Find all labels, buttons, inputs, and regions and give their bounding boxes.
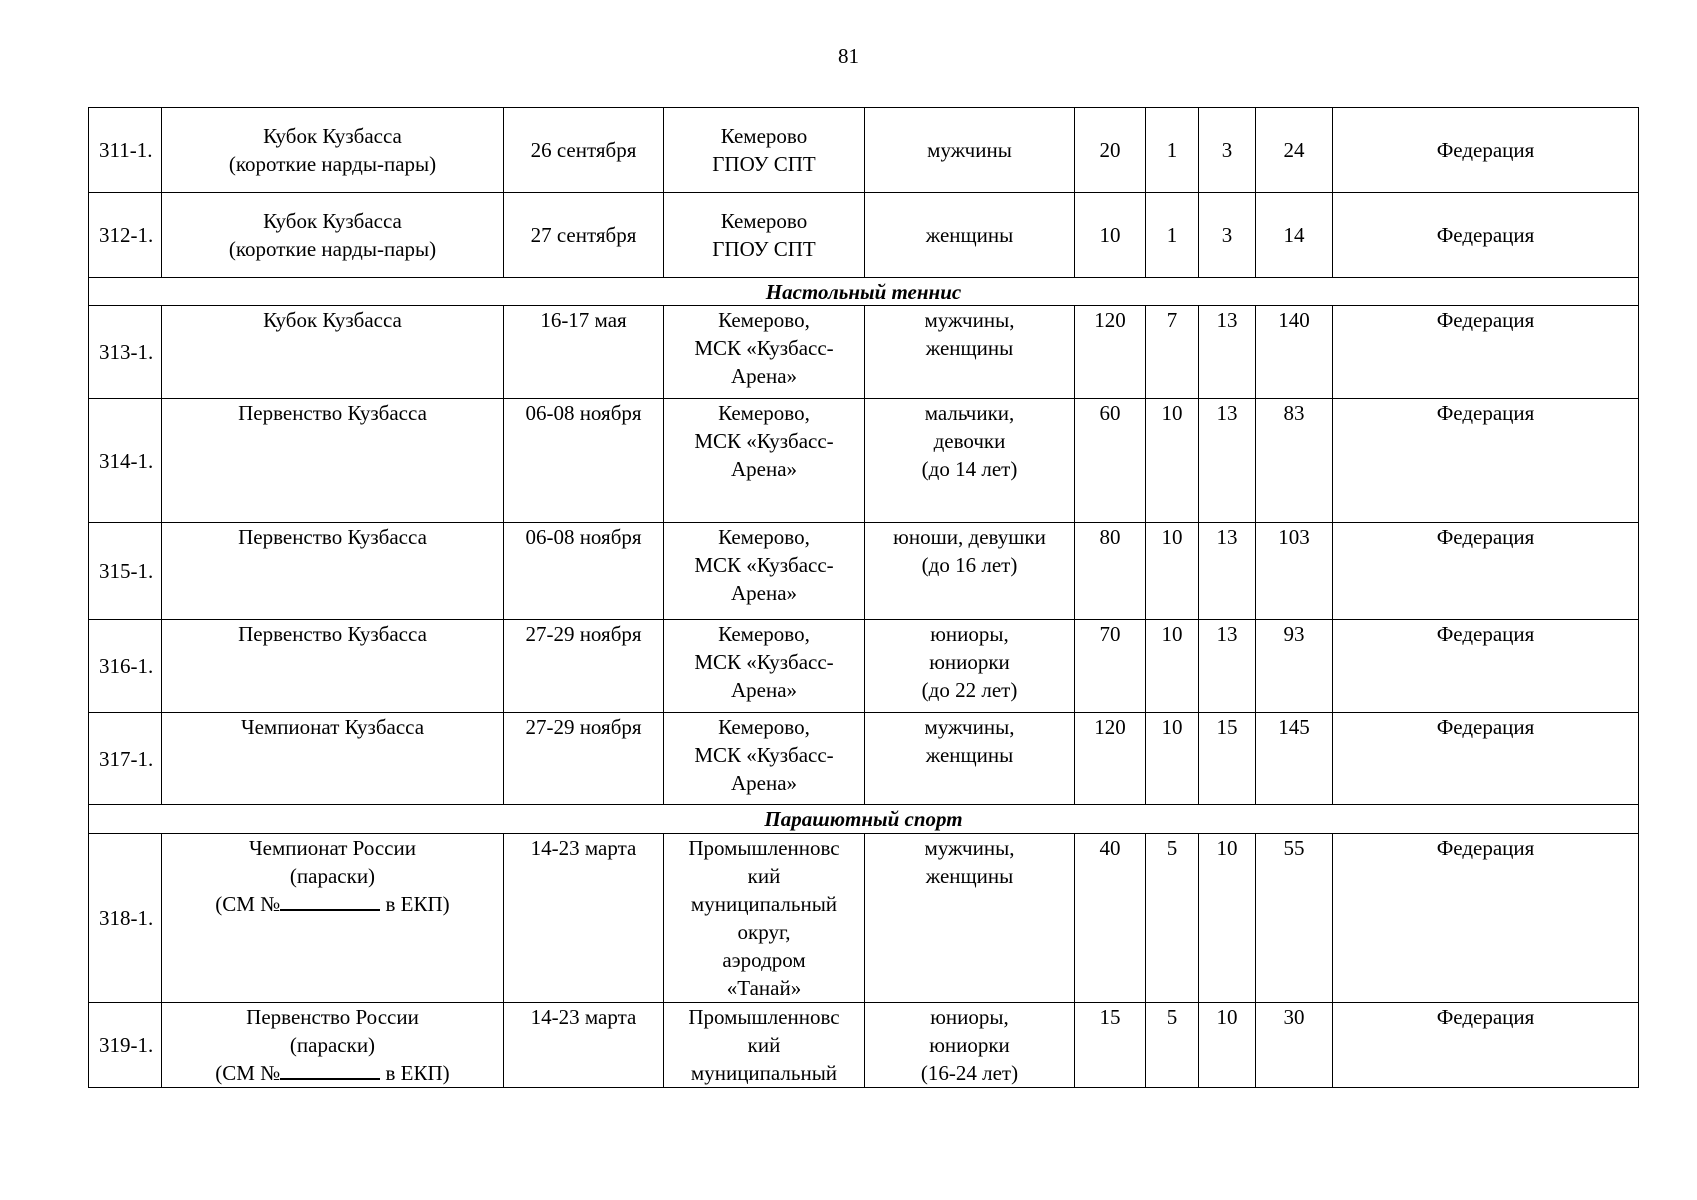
event-organizer: Федерация xyxy=(1333,713,1639,805)
event-name xyxy=(162,713,504,805)
event-name-line: Первенство Кузбасса xyxy=(238,401,427,425)
event-place-line: муниципальный xyxy=(690,892,838,916)
count-n2: 10 xyxy=(1146,713,1199,805)
section-row xyxy=(89,278,1639,306)
event-place-line: ГПОУ СПТ xyxy=(712,237,816,261)
table-row xyxy=(89,834,1639,1003)
count-n2: 1 xyxy=(1146,193,1199,278)
event-place-line: Промышленновс xyxy=(688,836,840,860)
section-title: Парашютный спорт xyxy=(89,805,1639,834)
event-place xyxy=(664,306,865,399)
event-name-line: Первенство России xyxy=(246,1005,419,1029)
event-place-line: Кемерово, xyxy=(718,622,810,646)
count-n1: 40 xyxy=(1075,834,1146,1003)
participants-line: мужчины, xyxy=(924,836,1015,860)
event-place-line: Арена» xyxy=(730,678,798,702)
event-name xyxy=(162,523,504,620)
event-date: 06-08 ноября xyxy=(504,523,664,620)
participants-line: женщины xyxy=(925,336,1014,360)
event-name-line: Кубок Кузбасса xyxy=(263,308,402,332)
count-n1: 120 xyxy=(1075,713,1146,805)
participants-line: девочки xyxy=(933,429,1006,453)
event-place xyxy=(664,834,865,1003)
participants-line: юниорки xyxy=(929,650,1010,674)
count-total: 55 xyxy=(1256,834,1333,1003)
event-participants xyxy=(865,834,1075,1003)
table-row xyxy=(89,399,1639,523)
event-organizer: Федерация xyxy=(1333,193,1639,278)
event-name-line: (СМ № в ЕКП) xyxy=(215,892,450,916)
event-organizer: Федерация xyxy=(1333,620,1639,713)
page-number: 81 xyxy=(838,44,859,68)
count-n1: 20 xyxy=(1075,108,1146,193)
count-n1: 80 xyxy=(1075,523,1146,620)
participants-line: мужчины xyxy=(927,138,1012,162)
count-n2: 7 xyxy=(1146,306,1199,399)
participants-line: юниоры, xyxy=(930,1005,1009,1029)
event-date: 26 сентября xyxy=(504,108,664,193)
event-date: 27-29 ноября xyxy=(504,713,664,805)
event-name-line: (СМ № в ЕКП) xyxy=(215,1061,450,1085)
event-name xyxy=(162,193,504,278)
event-name xyxy=(162,1003,504,1088)
count-total: 145 xyxy=(1256,713,1333,805)
count-n2: 10 xyxy=(1146,620,1199,713)
count-total: 103 xyxy=(1256,523,1333,620)
event-date: 16-17 мая xyxy=(504,306,664,399)
table-row xyxy=(89,108,1639,193)
event-organizer: Федерация xyxy=(1333,108,1639,193)
participants-line: юноши, девушки xyxy=(893,525,1046,549)
event-place xyxy=(664,1003,865,1088)
event-name xyxy=(162,834,504,1003)
table-row xyxy=(89,713,1639,805)
blank-underline xyxy=(280,1060,380,1080)
count-total: 93 xyxy=(1256,620,1333,713)
event-number: 315-1. xyxy=(89,523,162,620)
event-place-line: «Танай» xyxy=(726,976,802,1000)
participants-line: мальчики, xyxy=(924,401,1015,425)
count-n1: 120 xyxy=(1075,306,1146,399)
event-name-line: Первенство Кузбасса xyxy=(238,622,427,646)
event-date: 27-29 ноября xyxy=(504,620,664,713)
event-place-line: МСК «Кузбасс- xyxy=(694,553,834,577)
count-n3: 10 xyxy=(1199,834,1256,1003)
count-total: 30 xyxy=(1256,1003,1333,1088)
event-place-line: Кемерово, xyxy=(718,525,810,549)
event-place-line: муниципальный xyxy=(690,1061,838,1085)
event-date: 14-23 марта xyxy=(504,1003,664,1088)
participants-line: (до 16 лет) xyxy=(921,553,1018,577)
count-n2: 10 xyxy=(1146,523,1199,620)
table-row xyxy=(89,620,1639,713)
count-n3: 3 xyxy=(1199,193,1256,278)
event-place-line: МСК «Кузбасс- xyxy=(694,336,834,360)
event-name-line: Первенство Кузбасса xyxy=(238,525,427,549)
participants-line: женщины xyxy=(925,864,1014,888)
event-place xyxy=(664,523,865,620)
table-row xyxy=(89,193,1639,278)
event-place-line: Кемерово, xyxy=(718,308,810,332)
event-place-line: Кемерово xyxy=(720,124,808,148)
count-n1: 60 xyxy=(1075,399,1146,523)
event-place-line: Арена» xyxy=(730,581,798,605)
event-place xyxy=(664,620,865,713)
count-n3: 13 xyxy=(1199,399,1256,523)
event-participants xyxy=(865,306,1075,399)
event-number: 311-1. xyxy=(89,108,162,193)
participants-line: юниоры, xyxy=(930,622,1009,646)
event-name-line: (параски) xyxy=(289,864,376,888)
event-name-line: Кубок Кузбасса xyxy=(263,124,402,148)
event-place-line: Кемерово, xyxy=(718,715,810,739)
event-place-line: округ, xyxy=(737,920,791,944)
blank-underline xyxy=(280,891,380,911)
events-table xyxy=(88,107,1639,1088)
count-n1: 15 xyxy=(1075,1003,1146,1088)
event-name-line: Кубок Кузбасса xyxy=(263,209,402,233)
event-name xyxy=(162,306,504,399)
event-number: 318-1. xyxy=(89,834,162,1003)
count-n3: 3 xyxy=(1199,108,1256,193)
count-n3: 15 xyxy=(1199,713,1256,805)
participants-line: мужчины, xyxy=(924,308,1015,332)
table-row xyxy=(89,1003,1639,1088)
event-place-line: Арена» xyxy=(730,364,798,388)
participants-line: женщины xyxy=(925,223,1014,247)
event-place-line: аэродром xyxy=(722,948,806,972)
count-n1: 10 xyxy=(1075,193,1146,278)
event-date: 06-08 ноября xyxy=(504,399,664,523)
event-place xyxy=(664,713,865,805)
event-number: 317-1. xyxy=(89,713,162,805)
event-place xyxy=(664,193,865,278)
event-organizer: Федерация xyxy=(1333,1003,1639,1088)
event-organizer: Федерация xyxy=(1333,523,1639,620)
table-row xyxy=(89,306,1639,399)
event-organizer: Федерация xyxy=(1333,306,1639,399)
count-n2: 10 xyxy=(1146,399,1199,523)
event-participants xyxy=(865,1003,1075,1088)
event-participants xyxy=(865,713,1075,805)
participants-line: (16-24 лет) xyxy=(920,1061,1019,1085)
participants-line: (до 14 лет) xyxy=(921,457,1018,481)
event-place xyxy=(664,108,865,193)
event-participants xyxy=(865,523,1075,620)
event-place-line: МСК «Кузбасс- xyxy=(694,429,834,453)
event-place-line: кий xyxy=(747,1033,781,1057)
count-n3: 10 xyxy=(1199,1003,1256,1088)
section-row xyxy=(89,805,1639,834)
participants-line: женщины xyxy=(925,743,1014,767)
event-place-line: кий xyxy=(747,864,781,888)
event-organizer: Федерация xyxy=(1333,399,1639,523)
event-name-line: (параски) xyxy=(289,1033,376,1057)
count-n3: 13 xyxy=(1199,620,1256,713)
count-total: 14 xyxy=(1256,193,1333,278)
event-number: 313-1. xyxy=(89,306,162,399)
participants-line: (до 22 лет) xyxy=(921,678,1018,702)
event-name xyxy=(162,620,504,713)
event-name-line: (короткие нарды-пары) xyxy=(228,152,437,176)
count-n2: 5 xyxy=(1146,1003,1199,1088)
count-total: 83 xyxy=(1256,399,1333,523)
count-n3: 13 xyxy=(1199,306,1256,399)
event-name-line: (короткие нарды-пары) xyxy=(228,237,437,261)
event-number: 314-1. xyxy=(89,399,162,523)
event-number: 316-1. xyxy=(89,620,162,713)
event-date: 27 сентября xyxy=(504,193,664,278)
event-participants xyxy=(865,399,1075,523)
count-total: 140 xyxy=(1256,306,1333,399)
event-place-line: Кемерово xyxy=(720,209,808,233)
event-place xyxy=(664,399,865,523)
event-place-line: Кемерово, xyxy=(718,401,810,425)
count-n1: 70 xyxy=(1075,620,1146,713)
event-place-line: МСК «Кузбасс- xyxy=(694,650,834,674)
event-place-line: Арена» xyxy=(730,457,798,481)
event-place-line: Промышленновс xyxy=(688,1005,840,1029)
event-number: 312-1. xyxy=(89,193,162,278)
event-number: 319-1. xyxy=(89,1003,162,1088)
count-total: 24 xyxy=(1256,108,1333,193)
event-name-line: Чемпионат России xyxy=(249,836,416,860)
event-participants xyxy=(865,620,1075,713)
event-date: 14-23 марта xyxy=(504,834,664,1003)
event-participants xyxy=(865,193,1075,278)
section-title: Настольный теннис xyxy=(89,278,1639,306)
count-n3: 13 xyxy=(1199,523,1256,620)
event-name-line: Чемпионат Кузбасса xyxy=(240,715,425,739)
event-organizer: Федерация xyxy=(1333,834,1639,1003)
count-n2: 5 xyxy=(1146,834,1199,1003)
event-participants xyxy=(865,108,1075,193)
participants-line: мужчины, xyxy=(924,715,1015,739)
participants-line: юниорки xyxy=(929,1033,1010,1057)
event-name xyxy=(162,108,504,193)
count-n2: 1 xyxy=(1146,108,1199,193)
event-place-line: МСК «Кузбасс- xyxy=(694,743,834,767)
event-place-line: Арена» xyxy=(730,771,798,795)
table-row xyxy=(89,523,1639,620)
event-name xyxy=(162,399,504,523)
event-place-line: ГПОУ СПТ xyxy=(712,152,816,176)
